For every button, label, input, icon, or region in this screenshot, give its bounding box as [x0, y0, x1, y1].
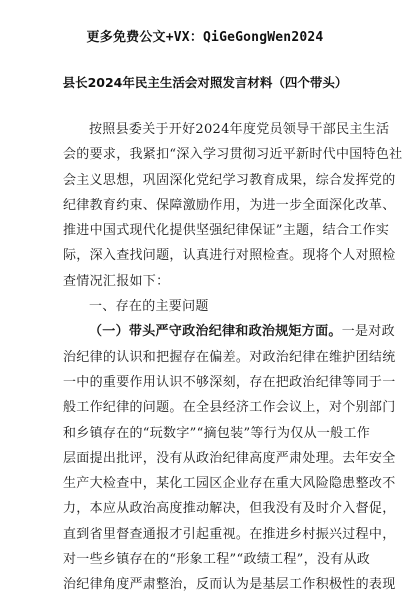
line-text: 治纪律角度严肃整治，反而认为是基层工作积极性的表现: [63, 577, 396, 593]
subsection-heading: （一）带头严守政治纪律和政治规矩方面。: [89, 324, 342, 340]
line-text: 查情况汇报如下：: [63, 273, 170, 289]
body-text-line: [63, 446, 396, 471]
body-text-line: [63, 395, 396, 420]
line-text: 生产大检查中，某化工园区企业存在重大风险隐患整改不: [63, 476, 396, 492]
promo-header: 更多免费公文+VX：QiGeGongWen2024: [86, 30, 324, 45]
line-text: 会的要求，我紧扣“深入学习贯彻习近平新时代中国特色社: [63, 147, 403, 163]
body-text-line: [63, 471, 396, 496]
body-text-line: [63, 168, 396, 193]
body-text-line: [63, 572, 396, 597]
line-text: 治纪律的认识和把握存在偏差。对政治纪律在维护团结统: [63, 349, 396, 365]
body-text-line: [63, 243, 396, 268]
line-text: 际，深入查找问题，认真进行对照检查。现将个人对照检: [63, 248, 396, 264]
line-text: 力，本应从政治高度推动解决，但我没有及时介入督促，: [63, 501, 396, 517]
body-text-line: [63, 218, 390, 243]
body-text-line: [63, 319, 395, 344]
body-text-line: [63, 345, 396, 370]
document-title: 县长2024年民主生活会对照发言材料（四个带头）: [62, 75, 348, 90]
body-text-line: [63, 370, 396, 395]
body-text-line: [63, 522, 396, 547]
line-text: 纪律教育约束、保障激励作用，为进一步全面深化改革、: [63, 197, 396, 213]
section-heading: [63, 294, 358, 319]
body-text-line: [63, 269, 358, 294]
body-text-line: [63, 193, 396, 218]
body-text-line: [63, 421, 371, 446]
line-text: 和乡镇存在的“玩数字”“摘包装”等行为仅从一般工作: [63, 425, 371, 441]
line-text: 推进中国式现代化提供坚强纪律保证”主题，结合工作实: [63, 223, 390, 239]
line-text: 一中的重要作用认识不够深刻，存在把政治纪律等同于一: [63, 374, 396, 390]
line-text: 按照县委关于开好2024年度党员领导干部民主生活: [89, 122, 390, 137]
body-text-line: [63, 117, 390, 142]
body-text-line: [63, 496, 396, 521]
line-text: 直到省里督查通报才引起重视。在推进乡村振兴过程中，: [63, 526, 396, 542]
line-text: 会主义思想，巩固深化党纪学习教育成果，综合发挥党的: [63, 172, 396, 188]
line-text: 层面提出批评，没有从政治纪律高度严肃处理。去年安全: [63, 450, 396, 466]
body-text-line: [63, 142, 403, 167]
line-text: 一是对政: [341, 324, 395, 340]
document-body: [63, 117, 403, 598]
line-text: 一、存在的主要问题: [89, 299, 209, 315]
line-text: 般工作纪律的问题。在全县经济工作会议上，对个别部门: [63, 400, 396, 416]
body-text-line: [63, 547, 371, 572]
line-text: 对一些乡镇存在的“形象工程”“政绩工程”，没有从政: [63, 552, 371, 568]
